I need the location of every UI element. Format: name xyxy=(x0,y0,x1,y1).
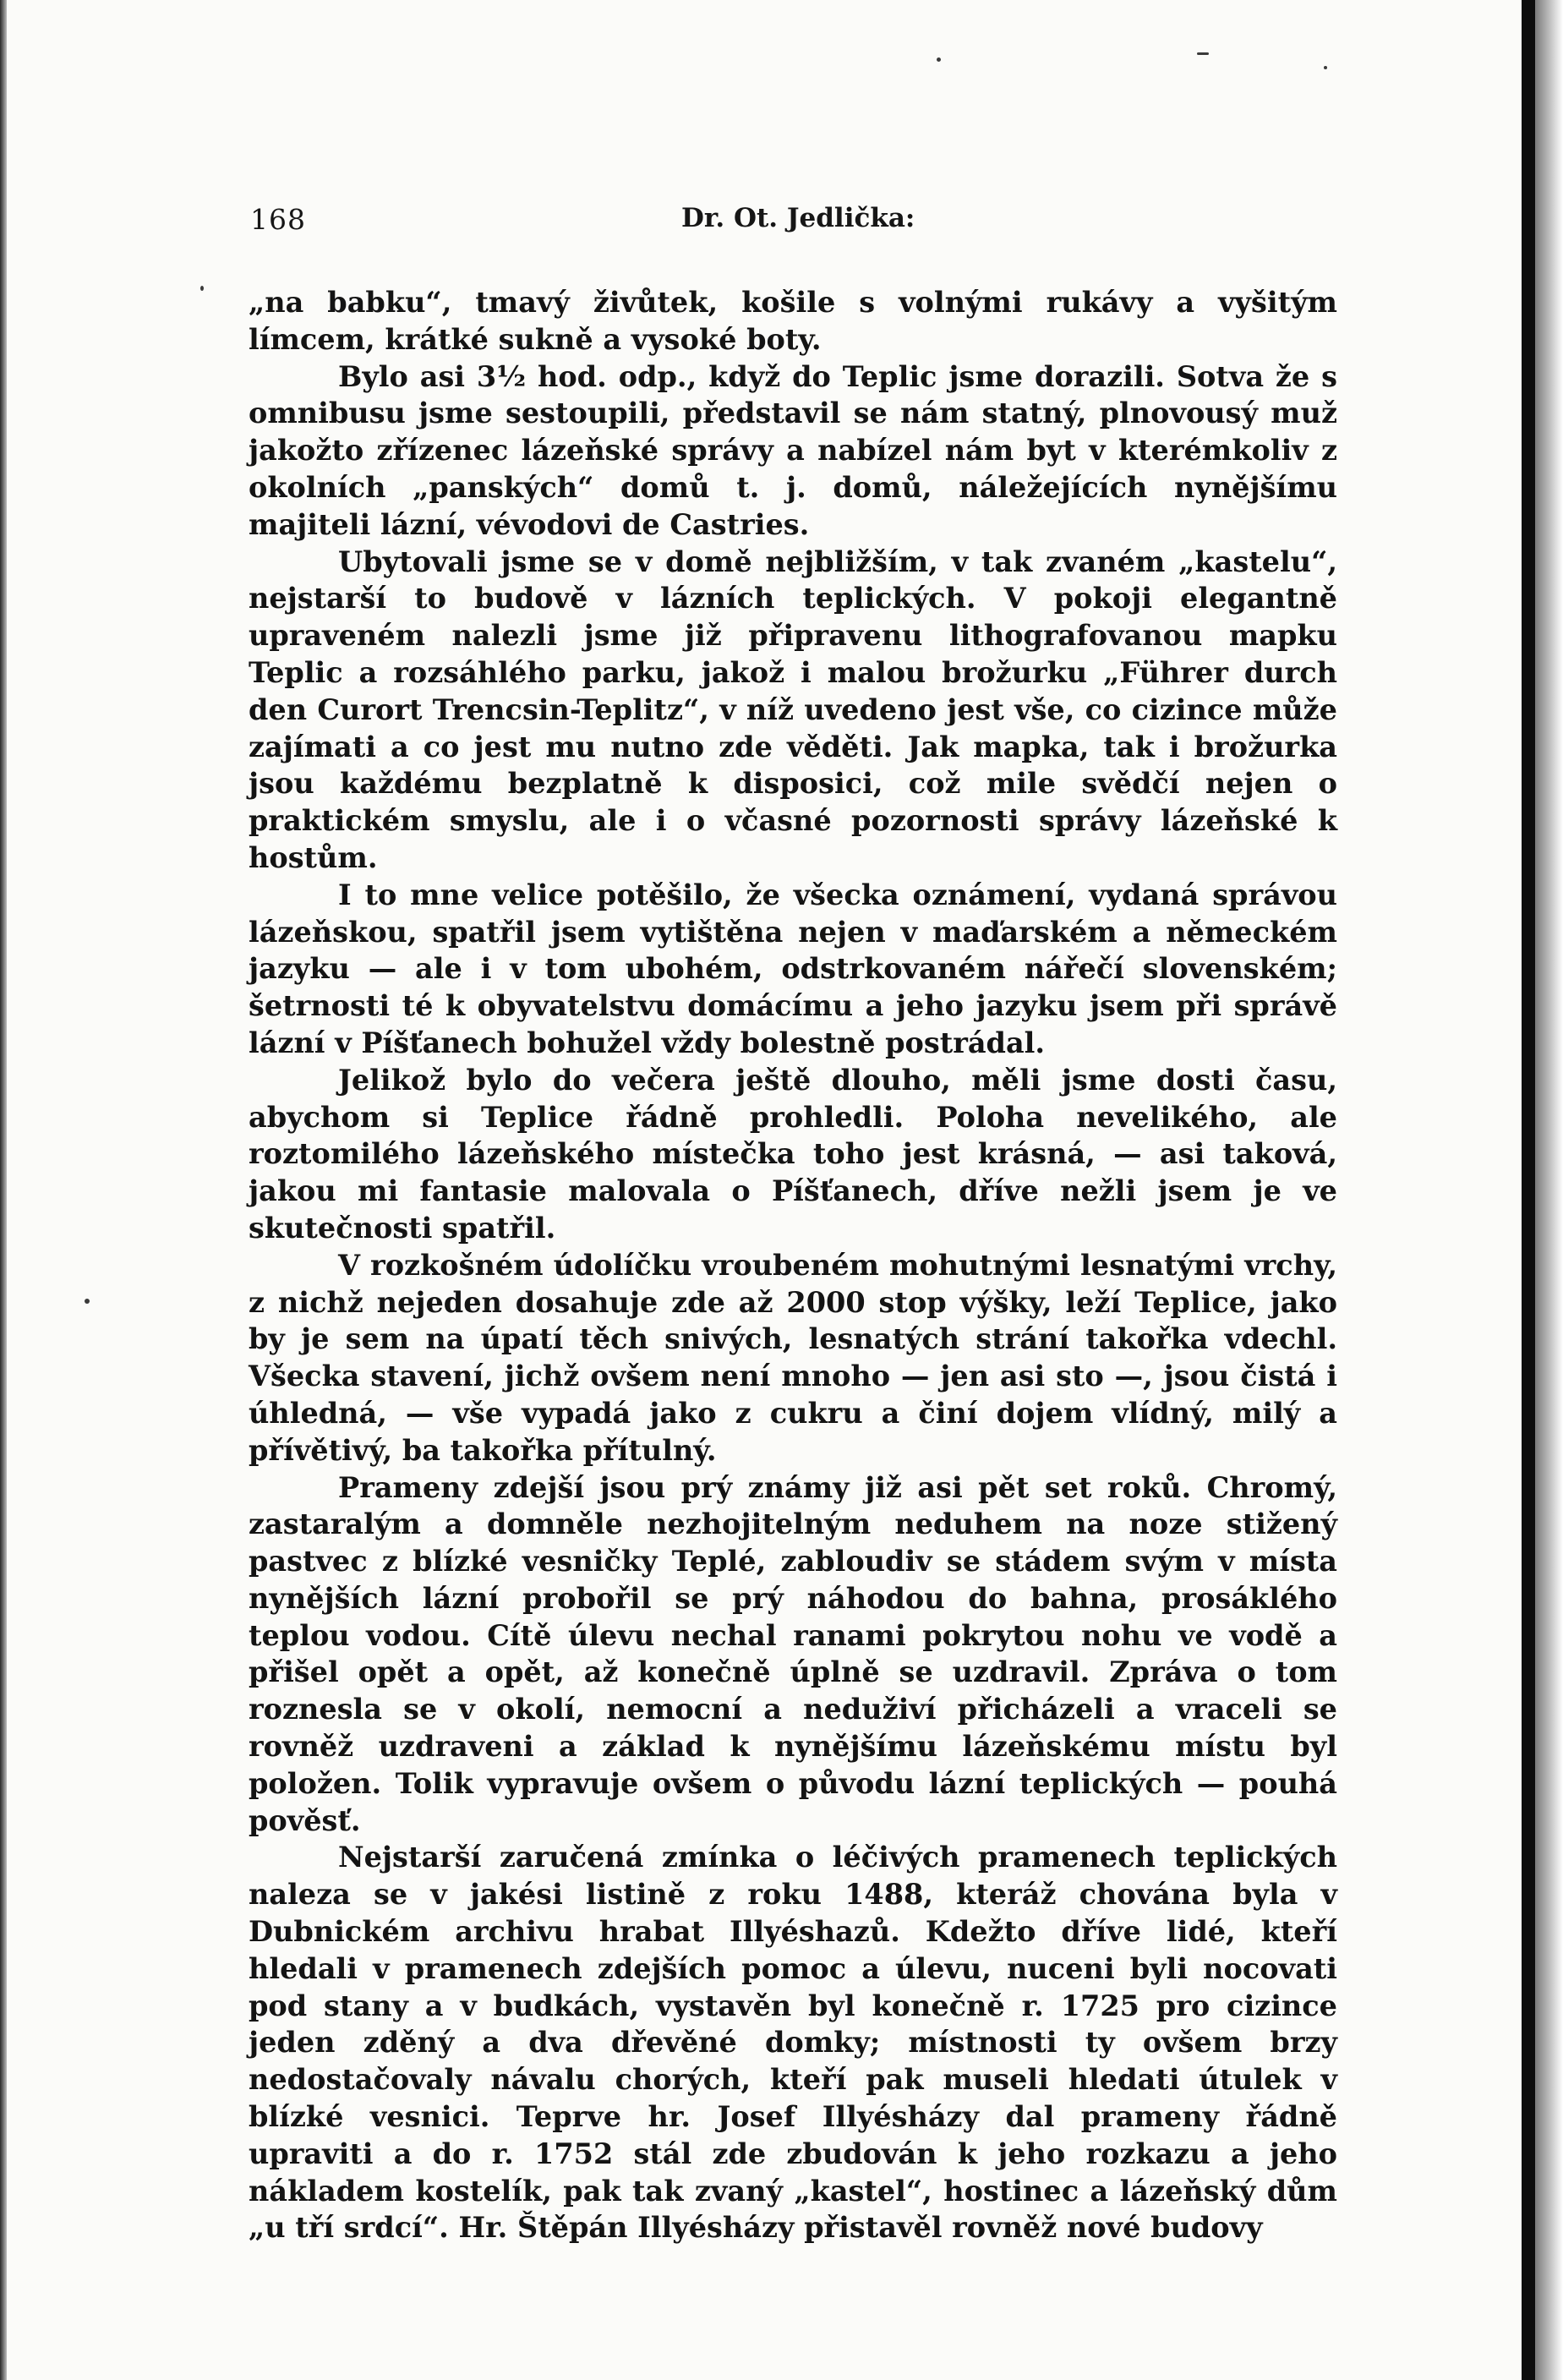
running-head: Dr. Ot. Jedlička: xyxy=(681,203,915,233)
scan-speck xyxy=(200,286,204,291)
body-text xyxy=(249,284,1337,2246)
page-right-edge xyxy=(1522,0,1535,2380)
paragraph: V rozkošném údolíčku vroubeném mohutnými lesnatými vrchy, z nichž nejeden dosahuje zde až 2000 stop výšky, leží Teplice, jako by je sem na úpatí těch snivých, lesnatých strání takořka vdechl. Všecka stavení, jichž ovšem není mnoho — jen asi sto —, jsou čistá i úhledná, — vše vypadá jako z cukru a činí dojem vlídný, milý a přívětivý, ba takořka přítulný. xyxy=(249,1248,1337,1467)
paragraph: Bylo asi 3½ hod. odp., když do Teplic jsme dorazili. Sotva že s omnibusu jsme sestoupili, představil se nám statný, plnovousý muž jakožto zřízenec lázeňské správy a nabízel nám byt v kterémkoliv z okolních „panských“ domů t. j. domů, náležejících nynějšímu majiteli lázní, vévodovi de Castries. xyxy=(249,359,1337,541)
paragraph: Nejstarší zaručená zmínka o léčivých pramenech teplických naleza se v jakési listině z roku 1488, kteráž chována byla v Dubnickém archivu hrabat Illyéshazů. Kdežto dříve lidé, kteří hledali v pramenech zdejších pomoc a úlevu, nuceni byli nocovati pod stany a v budkách, vystavěn byl konečně r. 1725 pro cizince jeden zděný a dva dřevěné domky; místnosti ty ovšem brzy nedostačovaly návalu chorých, kteří pak museli hledati útulek v blízké vesnici. Teprve hr. Josef Illyésházy dal prameny řádně upraviti a do r. 1752 stál zde zbudován k jeho rozkazu a jeho nákladem kostelík, pak tak zvaný „kastel“, hostinec a lázeňský dům „u tří srdcí“. Hr. Štěpán Illyésházy přistavěl rovněž nové budovy xyxy=(249,1841,1337,2245)
paragraph: Prameny zdejší jsou prý známy již asi pět set roků. Chromý, zastaralým a domněle nezhojitelným neduhem na noze stižený pastvec z blízké vesničky Teplé, zabloudiv se stádem svým v místa nynějších lázní probořil se prý náhodou do bahna, prosáklého teplou vodou. Cítě úlevu nechal ranami pokrytou nohu ve vodě a přišel opět a opět, až konečně úplně se uzdravil. Zpráva o tom roznesla se v okolí, nemocní a neduživí přicházeli a vraceli se rovněž uzdraveni a základ k nynějšímu lázeňskému místu byl položen. Tolik vypravuje ovšem o původu lázní teplických — pouhá pověsť. xyxy=(249,1470,1337,1837)
paragraph: Jelikož bylo do večera ještě dlouho, měli jsme dosti času, abychom si Teplice řádně prohledli. Poloha nevelikého, ale roztomilého lázeňského místečka toho jest krásná, — asi taková, jakou mi fantasie malovala o Píšťanech, dříve nežli jsem je ve skutečnosti spatřil. xyxy=(249,1063,1337,1245)
scan-speck xyxy=(1197,52,1209,55)
page-header xyxy=(250,203,1337,245)
paragraph: „na babku“, tmavý živůtek, košile s volnými rukávy a vyšitým límcem, krátké sukně a vysoké boty. xyxy=(249,286,1337,356)
scan-speck xyxy=(85,1299,90,1304)
scan-speck xyxy=(937,57,941,62)
page-number: 168 xyxy=(250,203,306,236)
scan-margin xyxy=(1535,0,1563,2380)
paragraph: Ubytovali jsme se v domě nejbližším, v tak zvaném „kastelu“, nejstarší to budově v lázních teplických. V pokoji elegantně upraveném nalezli jsme již připravenu lithografovanou mapku Teplic a rozsáhlého parku, jakož i malou brožurku „Führer durch den Curort Trencsin-Teplitz“, v níž uvedeno jest vše, co cizince může zajímati a co jest mu nutno zde věděti. Jak mapka, tak i brožurka jsou každému bezplatně k disposici, což mile svědčí nejen o praktickém smyslu, ale i o včasné pozornosti správy lázeňské k hostům. xyxy=(249,544,1337,874)
scan-speck xyxy=(1324,66,1327,69)
page-left-edge xyxy=(0,0,7,2380)
paragraph: I to mne velice potěšilo, že všecka oznámení, vydaná správou lázeňskou, spatřil jsem vytištěna nejen v maďarském a německém jazyku — ale i v tom ubohém, odstrkovaném nářečí slovenském; šetrnosti té k obyvatelstvu domácímu a jeho jazyku jsem při správě lázní v Píšťanech bohužel vždy bolestně postrádal. xyxy=(249,878,1337,1059)
